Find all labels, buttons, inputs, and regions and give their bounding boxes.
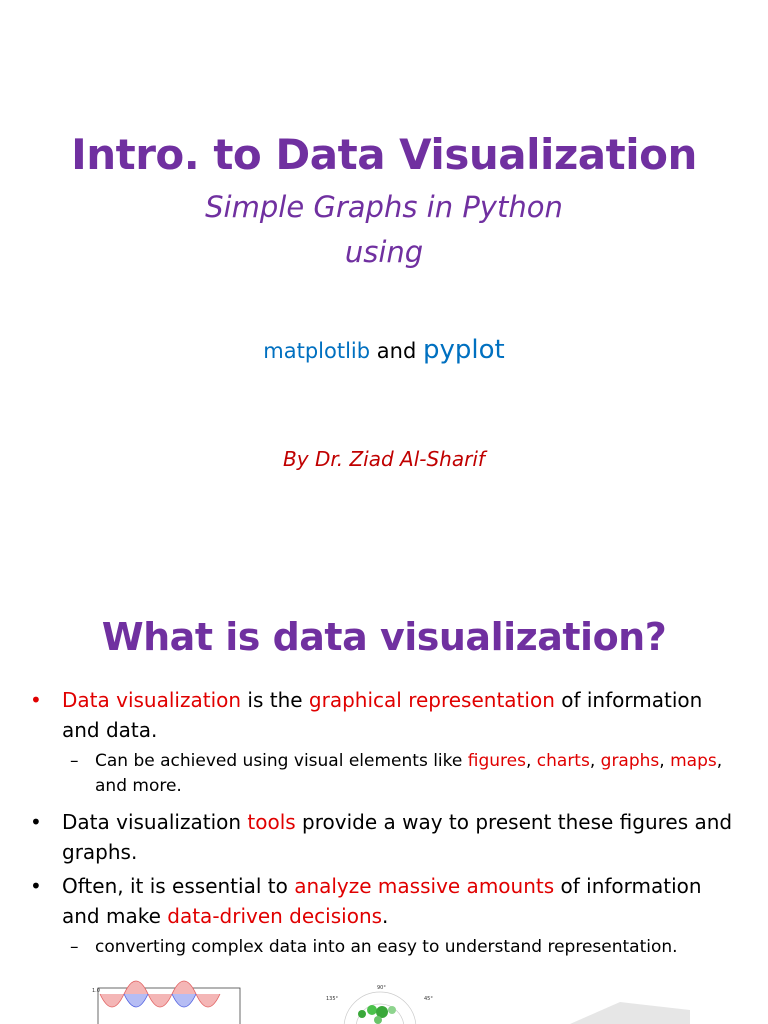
dash-icon: – — [70, 937, 79, 957]
svg-text:135°: 135° — [326, 996, 339, 1002]
slide-subtitle-line2: using — [344, 235, 424, 269]
svg-text:45°: 45° — [424, 996, 433, 1002]
svg-text:1.0: 1.0 — [92, 988, 100, 994]
svg-text:90°: 90° — [377, 985, 386, 991]
bullet-dot-icon: • — [30, 874, 42, 898]
bullet-item: • Data visualization is the graphical representation of information and data. — [30, 685, 740, 745]
surface-plot-thumbnail — [550, 980, 700, 1024]
bullet-item: • Often, it is essential to analyze massive amounts of information and make data-driven decisions. — [30, 871, 740, 931]
sub-bullet-item: – Can be achieved using visual elements like figures, charts, graphs, maps, and more. — [70, 751, 723, 796]
and-word: and — [370, 339, 423, 363]
library-line — [0, 335, 768, 365]
author-line: By Dr. Ziad Al-Sharif — [283, 447, 485, 471]
bullet-list — [30, 685, 740, 968]
slide-title: Intro. to Data Visualization — [71, 130, 697, 179]
bullet-dot-icon: • — [30, 810, 42, 834]
example-charts-strip — [0, 980, 768, 1024]
line-chart-thumbnail — [92, 980, 242, 1024]
dash-icon: – — [70, 751, 79, 771]
matplotlib-label: matplotlib — [263, 339, 371, 363]
bullet-dot-icon: • — [30, 688, 42, 712]
pyplot-label: pyplot — [422, 335, 505, 365]
sub-bullet-item: – converting complex data into an easy to understand representation. — [30, 935, 740, 960]
slide-subtitle-line1: Simple Graphs in Python — [205, 190, 563, 224]
content-slide — [0, 580, 768, 1024]
polar-chart-thumbnail — [320, 980, 440, 1024]
bullet-item: • Data visualization tools provide a way to present these figures and graphs. — [30, 807, 740, 867]
slide-title: What is data visualization? — [101, 615, 667, 659]
